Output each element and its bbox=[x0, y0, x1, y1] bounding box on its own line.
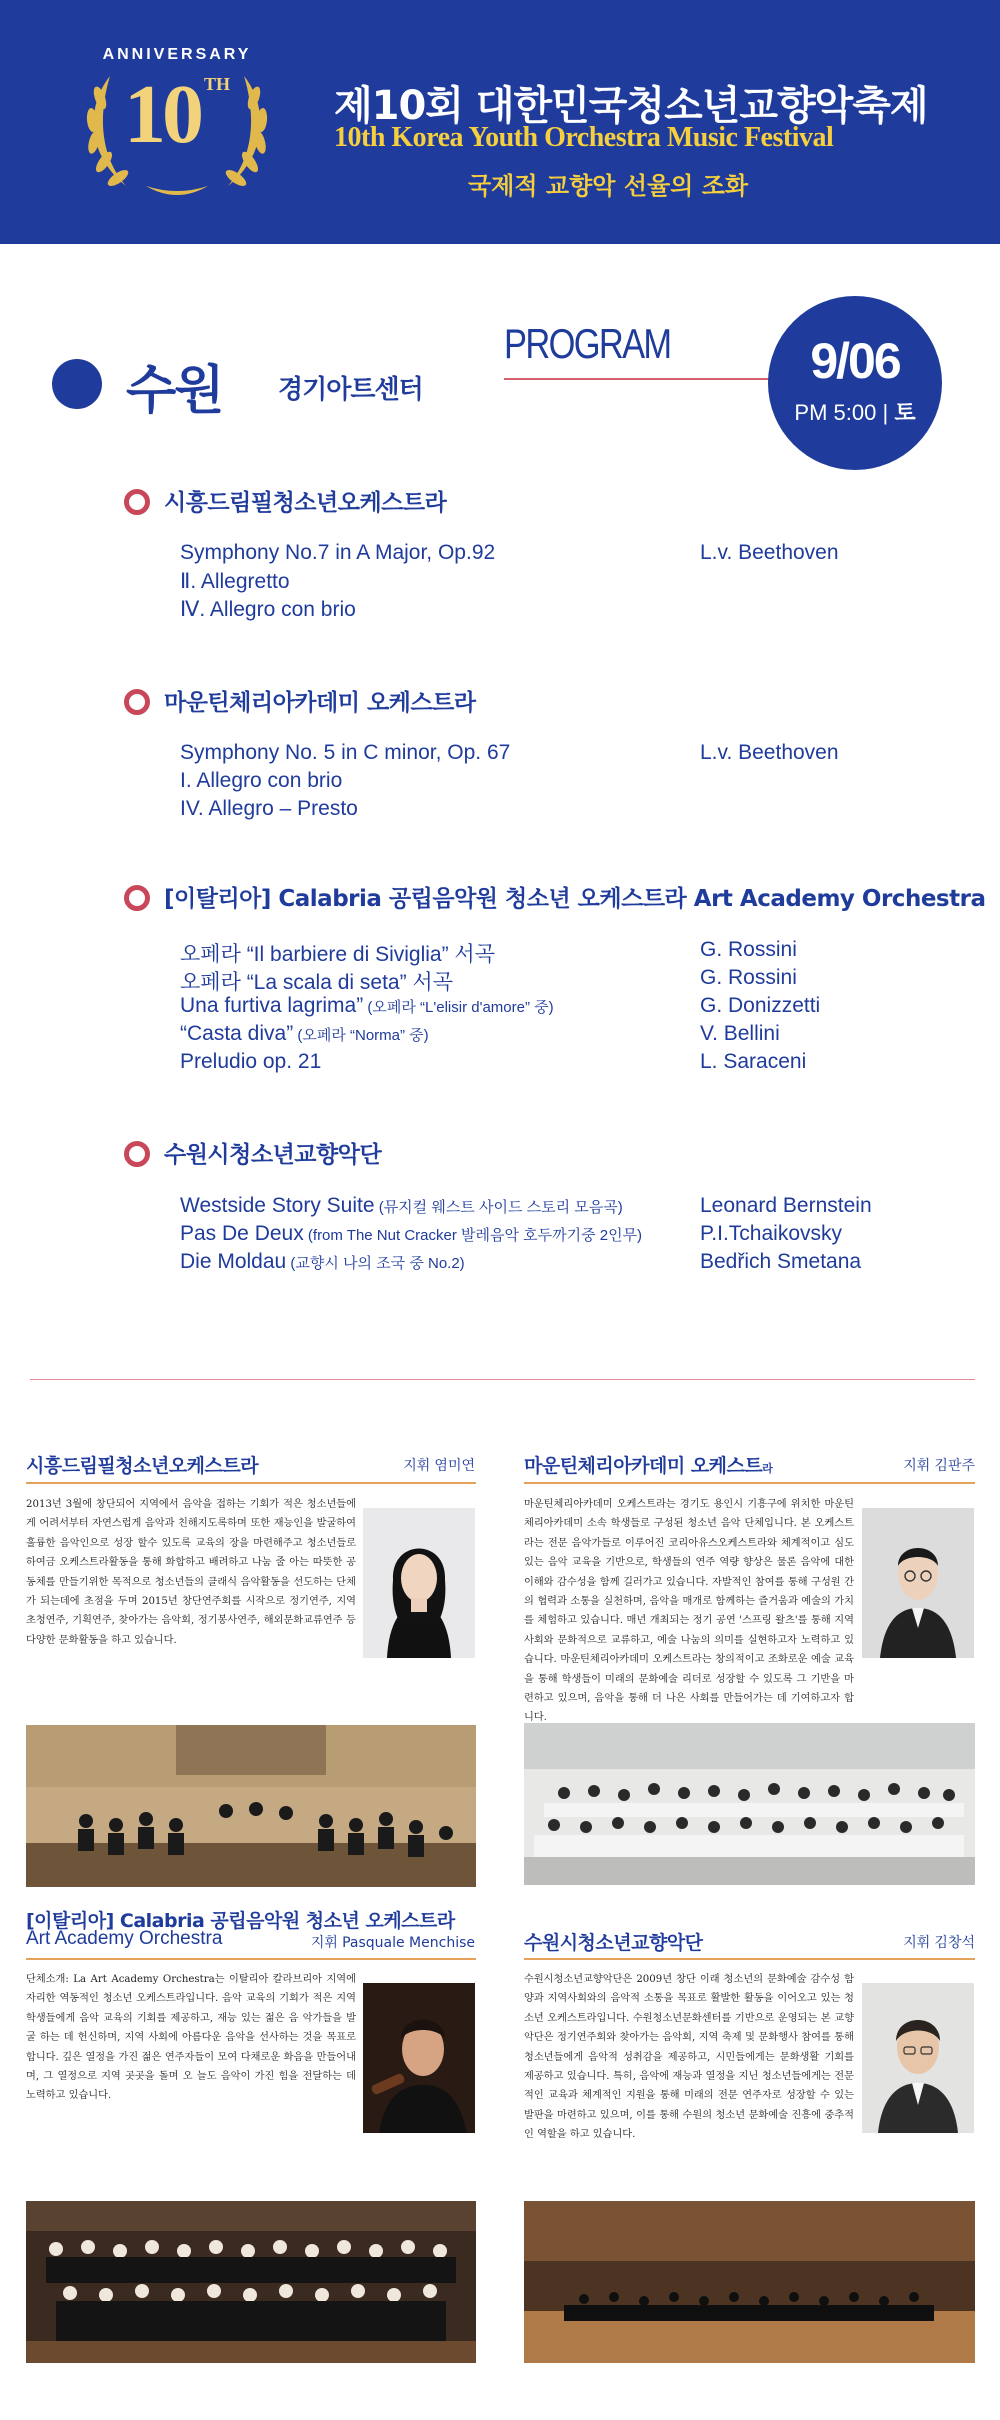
work-row: Pas De Deux (from The Nut Cracker 발레음악 호두까기중 2인무) bbox=[180, 1222, 643, 1245]
venue-hall: 경기아트센터 bbox=[278, 375, 423, 405]
card-text: 2013년 3월에 창단되어 지역에서 음악을 접하는 기회가 적은 청소년들에게 어려서부터 자연스럽게 음악과 친해지도록하며 또한 재능인을 발굴하여 훌륭한 음악인으로 성장 할수 있도록 교육의 장을 마련해주고 청소년들로 하여금 오케스트라활동을 통해 화합하고 배려하고 나눔 줄 아는 따뜻한 공동체를 만들기위한 목적으로 청소년들의 클래식 음악활동을 선도하는 단체가 되는데에 초점을 두며 2015년 창단연주회를 시작으로 정기연주, 지역초청연주, 기획연주, 찾아가는 음악회, 정기봉사연주, 해외문화교류연주 등 다양한 문화활동을 하고 있습니다. bbox=[26, 1499, 356, 1646]
conductor-portrait bbox=[363, 1983, 475, 2133]
work-row: 오페라 “Il barbiere di Siviglia” 서곡 bbox=[180, 943, 496, 966]
work-row: Ⅱ. Allegretto bbox=[180, 570, 290, 593]
emblem-suffix: TH bbox=[203, 74, 230, 94]
orchestra-name: 시흥드림필청소년오케스트라 bbox=[164, 490, 447, 516]
composer: L. Saraceni bbox=[700, 1050, 807, 1073]
emblem-label: ANNIVERSARY bbox=[102, 46, 252, 63]
program-underline bbox=[504, 378, 794, 380]
card-title-line2: Art Academy Orchestra bbox=[26, 1928, 223, 1949]
orchestra-photo bbox=[524, 1723, 975, 1885]
conductor-portrait bbox=[862, 1508, 974, 1658]
work-row: “Casta diva” (오페라 “Norma” 중) bbox=[180, 1022, 429, 1045]
conductor-portrait bbox=[363, 1508, 475, 1658]
ring-bullet-icon bbox=[124, 885, 150, 911]
composer: Leonard Bernstein bbox=[700, 1194, 872, 1217]
composer: G. Donizzetti bbox=[700, 994, 821, 1017]
emblem-number: 10 $^{TH}$ bbox=[123, 68, 230, 161]
anniversary-emblem bbox=[66, 36, 288, 206]
card-rule bbox=[524, 1482, 975, 1484]
ring-bullet-icon bbox=[124, 1141, 150, 1167]
work-row: Preludio op. 21 bbox=[180, 1050, 322, 1073]
composer: L.v. Beethoven bbox=[700, 741, 839, 764]
ring-bullet-icon bbox=[124, 489, 150, 515]
card-conductor: 지휘 염미연 bbox=[403, 1458, 475, 1474]
orchestra-name: [이탈리아] Calabria 공립음악원 청소년 오케스트라 Art Academy Orchestra bbox=[164, 886, 986, 912]
card-text: 단체소개: La Art Academy Orchestra는 이탈리아 칼라브리아 지역에 자리한 역동적인 청소년 오케스트라입니다. 음악 교육의 기회가 적은 지역 학생들에게 음악 교육의 기회를 제공하고, 재능 있는 젊은 음 악가들을 발굴 하는 데 헌신하며, 지역 사회에 아름다운 음악을 선사하는 것을 목표로 합니다. 깊은 열정을 가진 젊은 연주자들이 모여 다채로운 화음을 만들어내며, 그 열정으로 지역 곳곳을 돌며 오 늘도 음악이 가진 힘을 전달하는 데 노력하고 있습니다. bbox=[26, 1974, 356, 2102]
card-text: 마운틴체리아카데미 오케스트라는 경기도 용인시 기흥구에 위치한 마운틴체리아카데미 소속 학생들로 구성된 청소년 음악 단체입니다. 본 오케스트라는 전문 음악가들로 이루어진 코리아유스오케스트라와 체계적이고 심도 있는 음악 교육을 기반으로, 학생들의 연주 역량 향상은 물론 음악에 대한 이해와 감수성을 함께 길러가고 있습니다. 자발적인 참여를 통해 구성원 간의 협력과 소통을 실천하며, 음악을 매개로 함께하는 즐거움과 예술의 가치를 체험하고 있습니다. 매년 개최되는 정기 공연 '스프링 왈츠'를 통해 지역사회와 문화적으로 교류하고, 예술 나눔의 의미를 실현하고자 노력하고 있습니다. 마운틴체리아카데미 오케스트라는 창의적이고 조화로운 예술 교육을 통해 학생들이 미래의 문화예술 리더로 성장할 수 있도록 그 기반을 마련하고 있으며, 음악을 통해 더 나은 사회를 만들어가는 데 기여하고자 합니다. bbox=[524, 1499, 854, 1724]
card-text: 수원시청소년교향악단은 2009년 창단 이래 청소년의 문화예술 감수성 함양과 지역사회와의 음악적 소통을 목표로 활발한 활동을 이어오고 있는 청소년 오케스트라입니다. 수원청소년문화센터를 기반으로 운영되는 본 교향악단은 정기연주회와 찾아가는 음악회, 지역 축제 및 문화행사 참여를 통해 청소년들에게 음악적 성취감을 제공하고, 시민들에게는 문화생활 기회를 제공하고 있습니다. 특히, 음악에 재능과 열정을 지닌 청소년들에게는 전문적인 교육과 체계적인 지원을 통해 미래의 전문 연주자로 성장할 수 있는 발판을 마련하고 있으며, 이를 통해 수원의 청소년 문화예술 진흥에 중추적인 역할을 하고 있습니다. bbox=[524, 1974, 854, 2141]
orchestra-name: 수원시청소년교향악단 bbox=[164, 1142, 382, 1168]
concert-time: PM 5:00 | 토 bbox=[794, 400, 916, 426]
section-divider bbox=[30, 1379, 975, 1380]
work-row: Symphony No.7 in A Major, Op.92 bbox=[180, 541, 496, 564]
orchestra-photo bbox=[26, 1725, 476, 1887]
work-row: 오페라 “La scala di seta” 서곡 bbox=[180, 971, 454, 994]
venue-city: 수원 bbox=[126, 361, 223, 421]
work-row: IV. Allegro – Presto bbox=[180, 797, 358, 820]
card-title: [이탈리아] Calabria 공립음악원 청소년 오케스트라 bbox=[26, 1910, 455, 1932]
card-conductor: 지휘 Pasquale Menchise bbox=[310, 1935, 475, 1951]
venue-bullet-icon bbox=[52, 359, 102, 409]
card-conductor: 지휘 김창석 bbox=[903, 1935, 975, 1951]
composer: Bedřich Smetana bbox=[700, 1250, 862, 1273]
festival-title-en: 10th Korea Youth Orchestra Music Festival bbox=[334, 122, 834, 153]
composer: L.v. Beethoven bbox=[700, 541, 839, 564]
card-conductor: 지휘 김판주 bbox=[903, 1458, 975, 1474]
work-row: Symphony No. 5 in C minor, Op. 67 bbox=[180, 741, 511, 764]
composer: G. Rossini bbox=[700, 966, 797, 989]
festival-header bbox=[0, 0, 1000, 244]
program-label: PROGRAM bbox=[504, 320, 671, 367]
card-title: 시흥드림필청소년오케스트라 bbox=[26, 1455, 259, 1477]
composer: G. Rossini bbox=[700, 938, 797, 961]
festival-title-ko: 제10회 대한민국청소년교향악축제 bbox=[334, 83, 928, 129]
card-rule bbox=[26, 1958, 476, 1960]
orchestra-photo bbox=[26, 2201, 476, 2363]
card-rule bbox=[524, 1958, 975, 1960]
date-badge bbox=[768, 296, 942, 470]
conductor-portrait bbox=[862, 1983, 974, 2133]
ring-bullet-icon bbox=[124, 689, 150, 715]
card-rule bbox=[26, 1482, 476, 1484]
work-row: I. Allegro con brio bbox=[180, 769, 343, 792]
composer: P.I.Tchaikovsky bbox=[700, 1222, 843, 1245]
card-title: 수원시청소년교향악단 bbox=[524, 1932, 703, 1954]
concert-day: 토 bbox=[894, 401, 916, 426]
work-row: Die Moldau (교향시 나의 조국 중 No.2) bbox=[180, 1250, 465, 1273]
card-title: 마운틴체리아카데미 오케스트라 bbox=[524, 1455, 773, 1477]
work-row: Westside Story Suite (뮤지컬 웨스트 사이드 스토리 모음곡) bbox=[180, 1194, 623, 1217]
orchestra-name: 마운틴체리아카데미 오케스트라 bbox=[164, 690, 476, 716]
work-row: Una furtiva lagrima” (오페라 “L'elisir d'amore” 중) bbox=[180, 994, 554, 1017]
orchestra-photo bbox=[524, 2201, 975, 2363]
festival-subtitle: 국제적 교향악 선율의 조화 bbox=[468, 172, 749, 200]
composer: V. Bellini bbox=[700, 1022, 780, 1045]
work-row: Ⅳ. Allegro con brio bbox=[180, 598, 356, 621]
concert-date: 9/06 bbox=[810, 333, 900, 389]
